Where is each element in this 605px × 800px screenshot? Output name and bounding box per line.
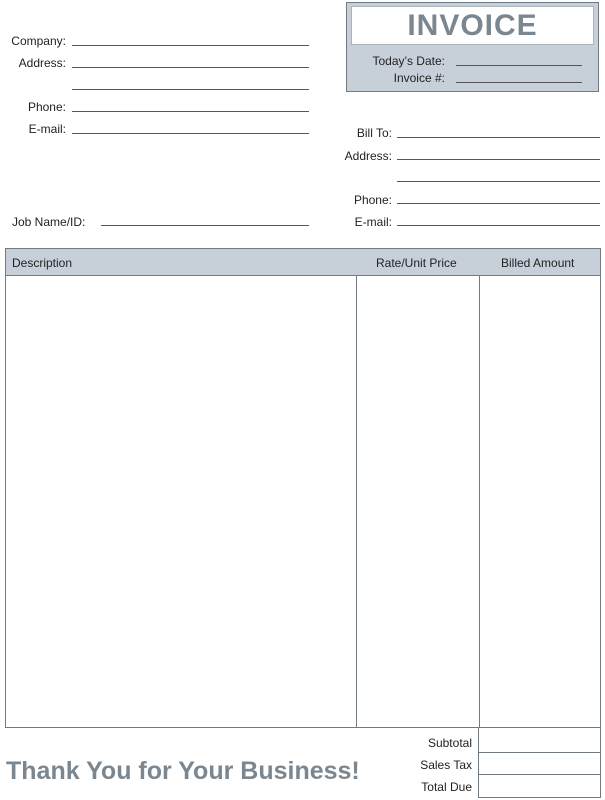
bill-to-phone-field[interactable]	[397, 203, 600, 204]
subtotal-label: Subtotal	[427, 736, 472, 750]
rate-cell[interactable]	[357, 276, 479, 727]
bill-to-email-field[interactable]	[397, 225, 600, 226]
sales-tax-label: Sales Tax	[420, 758, 472, 772]
company-address-label: Address:	[18, 56, 66, 70]
column-header-billed-amount: Billed Amount	[501, 256, 575, 270]
todays-date-field[interactable]	[456, 65, 582, 66]
sales-tax-cell[interactable]	[479, 753, 600, 774]
bill-to-field[interactable]	[397, 137, 600, 138]
invoice-number-label: Invoice #:	[393, 71, 445, 85]
table-header	[6, 249, 600, 276]
company-address-field-2[interactable]	[72, 89, 309, 90]
invoice-title: INVOICE	[351, 6, 594, 45]
company-address-field-1[interactable]	[72, 67, 309, 68]
bill-to-address-field-1[interactable]	[397, 159, 600, 160]
company-email-label: E-mail:	[28, 122, 66, 136]
invoice-number-field[interactable]	[456, 82, 582, 83]
bill-to-email-label: E-mail:	[354, 215, 392, 229]
thank-you-message: Thank You for Your Business!	[6, 757, 360, 785]
company-phone-field[interactable]	[72, 111, 309, 112]
bill-to-address-field-2[interactable]	[397, 181, 600, 182]
subtotal-cell[interactable]	[479, 727, 600, 752]
company-field[interactable]	[72, 45, 309, 46]
total-due-label: Total Due	[421, 780, 472, 794]
job-field[interactable]	[101, 225, 309, 226]
totals-grid	[478, 727, 601, 798]
total-due-cell[interactable]	[479, 775, 600, 797]
bill-to-phone-label: Phone:	[353, 193, 392, 207]
description-cell[interactable]	[6, 276, 356, 727]
bill-to-label: Bill To:	[356, 126, 392, 140]
todays-date-label: Today’s Date:	[372, 54, 445, 68]
bill-to-address-label: Address:	[344, 149, 392, 163]
billed-amount-cell[interactable]	[480, 276, 600, 727]
column-header-rate: Rate/Unit Price	[376, 256, 457, 270]
job-label: Job Name/ID:	[12, 215, 86, 229]
column-header-description: Description	[12, 256, 73, 270]
line-items-table	[5, 248, 601, 728]
company-label: Company:	[11, 34, 66, 48]
company-phone-label: Phone:	[27, 100, 66, 114]
company-email-field[interactable]	[72, 133, 309, 134]
invoice-header-box	[346, 2, 599, 92]
